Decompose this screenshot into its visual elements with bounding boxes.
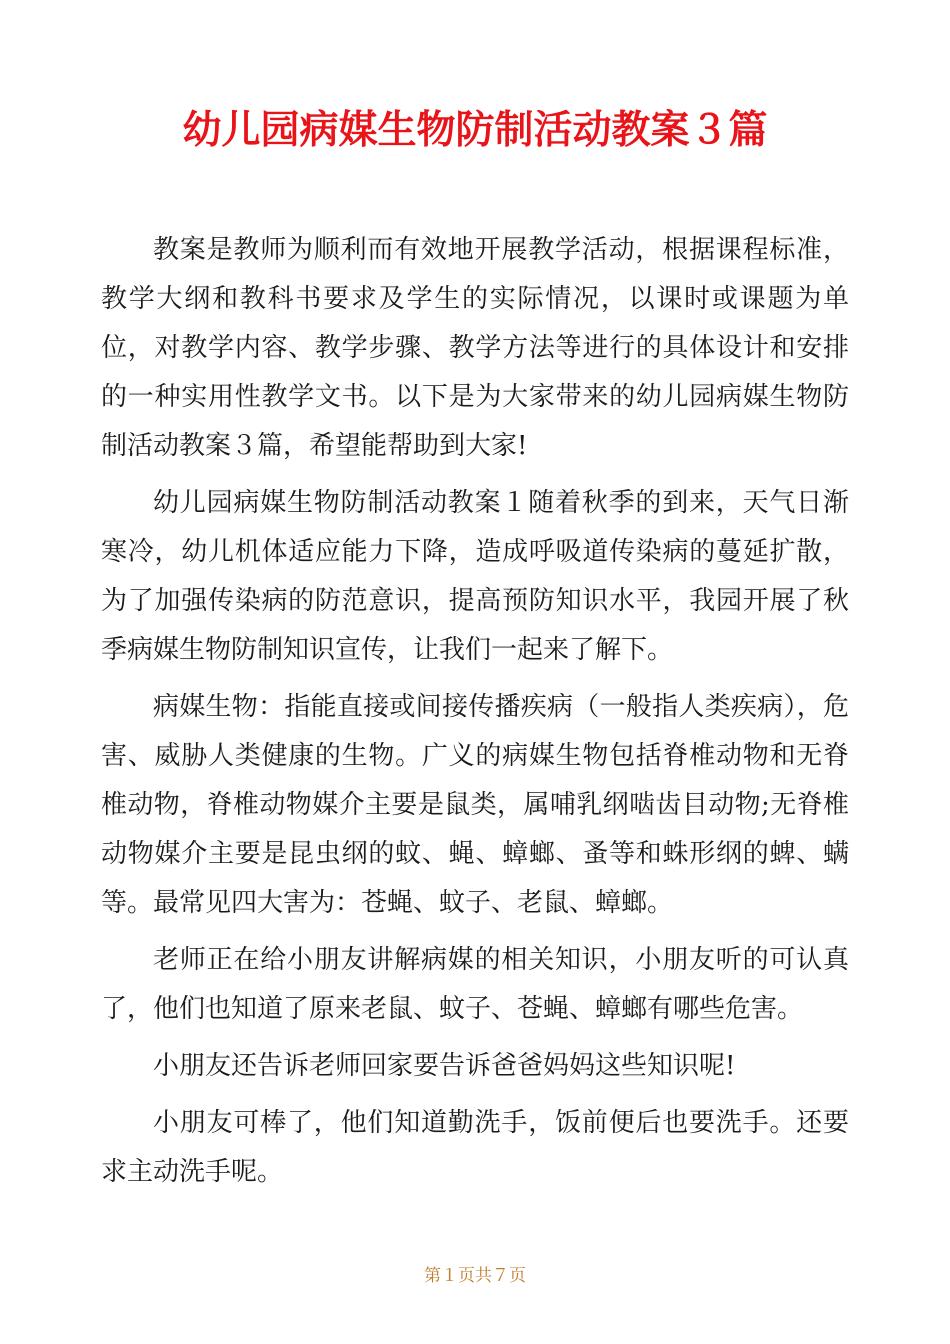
paragraph-lesson-1: 幼儿园病媒生物防制活动教案１随着秋季的到来，天气日渐寒冷，幼儿机体适应能力下降，造成呼吸道传染病的蔓延扩散，为了加强传染病的防范意识，提高预防知识水平，我园开展了秋季病媒生物防制知识宣传，让我们一起来了解下。	[101, 488, 849, 665]
paragraph-wash-hands: 小朋友可棒了，他们知道勤洗手，饭前便后也要洗手。还要求主动洗手呢。	[101, 1108, 849, 1187]
paragraph-vector-definition: 病媒生物：指能直接或间接传播疾病（一般指人类疾病），危害、威胁人类健康的生物。广义的病媒生物包括脊椎动物和无脊椎动物，脊椎动物媒介主要是鼠类，属哺乳纲啮齿目动物;无脊椎动物媒介主要是昆虫纲的蚊、蝇、蟑螂、蚤等和蛛形纲的蜱、螨等。最常见四大害为：苍蝇、蚊子、老鼠、蟑螂。	[101, 692, 849, 918]
paragraph-intro: 教案是教师为顺利而有效地开展教学活动，根据课程标准，教学大纲和教科书要求及学生的实际情况，以课时或课题为单位，对教学内容、教学步骤、教学方法等进行的具体设计和安排的一种实用性教学文书。以下是为大家带来的幼儿园病媒生物防制活动教案３篇，希望能帮助到大家!	[101, 235, 849, 461]
paragraph-tell-parents: 小朋友还告诉老师回家要告诉爸爸妈妈这些知识呢!	[153, 1051, 736, 1081]
page-number-footer: 第１页共７页	[424, 1266, 526, 1286]
document-title: 幼儿园病媒生物防制活动教案３篇	[182, 108, 768, 153]
paragraph-teacher-explains: 老师正在给小朋友讲解病媒的相关知识，小朋友听的可认真了，他们也知道了原来老鼠、蚊子、苍蝇、蟑螂有哪些危害。	[101, 945, 849, 1024]
document-body	[101, 226, 849, 1205]
